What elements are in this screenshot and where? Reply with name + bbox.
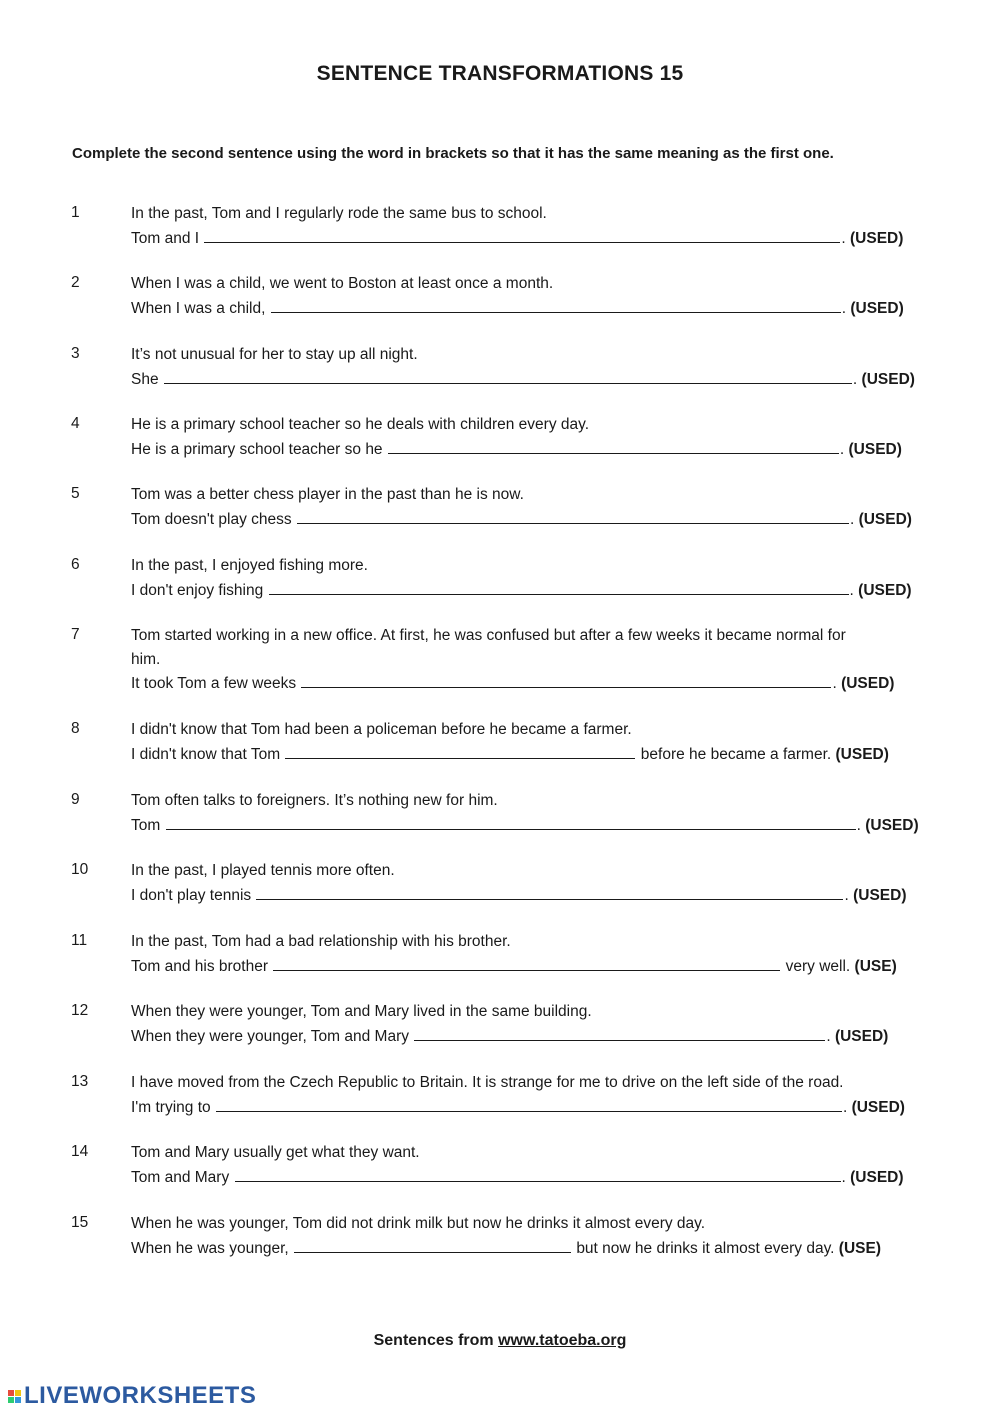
sentence-end: . xyxy=(839,441,845,458)
answer-blank[interactable] xyxy=(301,673,831,688)
sentence-start: Tom and I xyxy=(131,230,200,247)
original-sentence: I didn't know that Tom had been a policeman before he became a farmer. xyxy=(131,721,632,738)
logo-square xyxy=(8,1397,14,1403)
transformation-line xyxy=(131,509,912,530)
keyword-tag: (USED) xyxy=(865,817,919,834)
keyword-tag: (USED) xyxy=(835,746,889,763)
item-number: 13 xyxy=(71,1073,89,1090)
tatoeba-link[interactable]: www.tatoeba.org xyxy=(498,1332,627,1349)
item-number: 8 xyxy=(71,720,80,737)
sentence-end: . xyxy=(856,817,861,834)
keyword-tag: (USED) xyxy=(848,441,902,458)
original-sentence: I have moved from the Czech Republic to Britain. It is strange for me to drive on the left side of the road. xyxy=(131,1074,844,1091)
sentence-start: Tom and his brother xyxy=(131,958,268,975)
sentence-start: She xyxy=(131,371,159,388)
transformation-line xyxy=(131,885,906,906)
transformation-line xyxy=(131,580,912,601)
answer-blank[interactable] xyxy=(256,885,843,900)
sentence-end: . xyxy=(844,887,849,904)
item-number: 5 xyxy=(71,485,80,502)
answer-blank[interactable] xyxy=(269,580,849,595)
item-number: 9 xyxy=(71,791,80,808)
answer-blank[interactable] xyxy=(273,956,780,971)
answer-blank[interactable] xyxy=(235,1167,841,1182)
original-sentence: Tom often talks to foreigners. It’s nothing new for him. xyxy=(131,792,498,809)
keyword-tag: (USE) xyxy=(838,1240,881,1257)
sentence-end: but now he drinks it almost every day. xyxy=(576,1240,835,1257)
keyword-tag: (USED) xyxy=(850,230,904,247)
keyword-tag: (USED) xyxy=(858,511,912,528)
answer-blank[interactable] xyxy=(388,439,839,454)
sentence-start: He is a primary school teacher so he xyxy=(131,441,383,458)
original-sentence: He is a primary school teacher so he deals with children every day. xyxy=(131,416,590,433)
footer-prefix: Sentences from xyxy=(373,1332,494,1349)
transformation-line xyxy=(131,1026,888,1047)
answer-blank[interactable] xyxy=(166,815,856,830)
keyword-tag: (USED) xyxy=(841,675,895,692)
liveworksheets-logo[interactable] xyxy=(8,1384,256,1408)
keyword-tag: (USED) xyxy=(834,1028,889,1045)
keyword-tag: (USED) xyxy=(850,1169,904,1186)
transformation-line xyxy=(131,228,903,249)
original-sentence: In the past, I played tennis more often. xyxy=(131,862,395,879)
sentence-start: When I was a child, xyxy=(131,300,266,317)
original-sentence: In the past, I enjoyed fishing more. xyxy=(131,557,368,574)
item-number: 12 xyxy=(71,1002,89,1019)
logo-square xyxy=(15,1397,21,1403)
transformation-line xyxy=(131,439,902,460)
answer-blank[interactable] xyxy=(216,1097,842,1112)
answer-blank[interactable] xyxy=(271,298,841,313)
original-sentence: Tom and Mary usually get what they want. xyxy=(131,1144,420,1161)
sentence-end: . xyxy=(842,1099,848,1116)
keyword-tag: (USED) xyxy=(858,582,912,599)
logo-text: LIVEWORKSHEETS xyxy=(24,1382,257,1409)
transformation-line xyxy=(131,1238,881,1259)
sentence-end: . xyxy=(852,371,858,388)
answer-blank[interactable] xyxy=(297,509,849,524)
transformation-line xyxy=(131,1097,905,1118)
keyword-tag: (USE) xyxy=(854,958,897,975)
original-sentence: When they were younger, Tom and Mary lived in the same building. xyxy=(131,1003,592,1020)
original-sentence-continued: him. xyxy=(131,651,161,668)
item-number: 7 xyxy=(71,626,80,643)
item-number: 4 xyxy=(71,415,80,432)
logo-square xyxy=(15,1390,21,1396)
sentence-end: . xyxy=(849,511,855,528)
sentence-start: I didn't know that Tom xyxy=(131,746,281,763)
transformation-line xyxy=(131,744,889,765)
answer-blank[interactable] xyxy=(204,228,840,243)
sentence-end: . xyxy=(841,1169,846,1186)
original-sentence: In the past, Tom had a bad relationship with his brother. xyxy=(131,933,511,950)
logo-square xyxy=(8,1390,14,1396)
original-sentence: It’s not unusual for her to stay up all night. xyxy=(131,346,418,363)
keyword-tag: (USED) xyxy=(853,887,907,904)
transformation-line xyxy=(131,673,894,694)
sentence-end: very well. xyxy=(785,958,851,975)
transformation-line xyxy=(131,298,904,319)
sentence-start: When he was younger, xyxy=(131,1240,289,1257)
transformation-line xyxy=(131,1167,904,1188)
sentence-start: When they were younger, Tom and Mary xyxy=(131,1028,409,1045)
instructions: Complete the second sentence using the word in brackets so that it has the same meaning as the first one. xyxy=(72,145,834,162)
item-number: 14 xyxy=(71,1143,89,1160)
transformation-line xyxy=(131,369,915,390)
sentence-start: Tom and Mary xyxy=(131,1169,230,1186)
sentence-start: Tom xyxy=(131,817,161,834)
sentence-start: I don't play tennis xyxy=(131,887,252,904)
transformation-line xyxy=(131,815,919,836)
answer-blank[interactable] xyxy=(414,1026,825,1041)
answer-blank[interactable] xyxy=(294,1238,571,1253)
item-number: 3 xyxy=(71,345,80,362)
keyword-tag: (USED) xyxy=(850,300,904,317)
answer-blank[interactable] xyxy=(285,744,635,759)
original-sentence: Tom started working in a new office. At first, he was confused but after a few weeks it became normal for xyxy=(131,627,846,644)
sentence-end: . xyxy=(826,1028,831,1045)
sentence-end: before he became a farmer. xyxy=(640,746,832,763)
item-number: 1 xyxy=(71,204,80,221)
logo-mark-icon xyxy=(8,1390,21,1403)
original-sentence: When he was younger, Tom did not drink milk but now he drinks it almost every day. xyxy=(131,1215,706,1232)
sentence-end: . xyxy=(832,675,837,692)
keyword-tag: (USED) xyxy=(861,371,915,388)
answer-blank[interactable] xyxy=(164,369,852,384)
worksheet-title: SENTENCE TRANSFORMATIONS 15 xyxy=(316,62,684,85)
keyword-tag: (USED) xyxy=(851,1099,905,1116)
item-number: 11 xyxy=(71,932,88,949)
footer xyxy=(0,1332,1000,1350)
item-number: 15 xyxy=(71,1214,89,1231)
item-number: 10 xyxy=(71,861,89,878)
sentence-start: Tom doesn't play chess xyxy=(131,511,292,528)
sentence-start: I'm trying to xyxy=(131,1099,211,1116)
sentence-start: It took Tom a few weeks xyxy=(131,675,297,692)
transformation-line xyxy=(131,956,897,977)
sentence-end: . xyxy=(841,230,846,247)
original-sentence: When I was a child, we went to Boston at least once a month. xyxy=(131,275,554,292)
sentence-end: . xyxy=(841,300,847,317)
item-number: 6 xyxy=(71,556,80,573)
original-sentence: Tom was a better chess player in the past than he is now. xyxy=(131,486,524,503)
sentence-end: . xyxy=(849,582,854,599)
item-number: 2 xyxy=(71,274,80,291)
original-sentence: In the past, Tom and I regularly rode the same bus to school. xyxy=(131,205,547,222)
sentence-start: I don't enjoy fishing xyxy=(131,582,264,599)
